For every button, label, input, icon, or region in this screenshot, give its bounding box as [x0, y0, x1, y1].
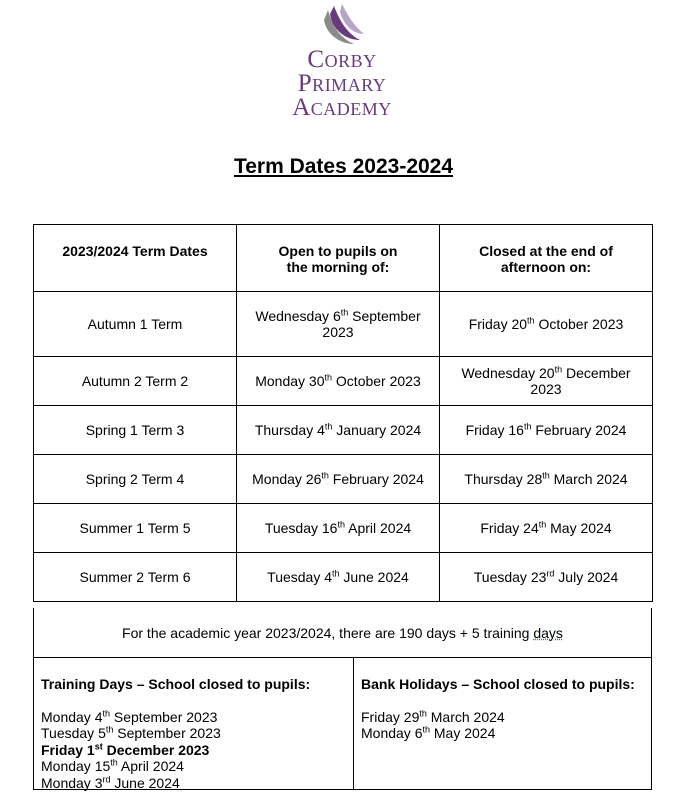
- training-days-list: [41, 709, 353, 792]
- training-day-item: [41, 775, 353, 792]
- close-date-cell: [440, 406, 653, 455]
- open-date-cell: [237, 553, 440, 602]
- training-day-item-date: Tuesday 5th September 2023: [41, 724, 221, 741]
- table-header-row: [34, 225, 653, 292]
- table-row: [34, 357, 653, 406]
- close-date-cell: [440, 455, 653, 504]
- close-date: Tuesday 23rd July 2024: [473, 568, 619, 585]
- bank-holiday-item-date: Monday 6th May 2024: [361, 724, 496, 741]
- open-date: Wednesday 6th September 2023: [255, 307, 421, 340]
- table-row: [34, 292, 653, 357]
- logo-line-1: Corby: [307, 46, 377, 73]
- close-date: Friday 24th May 2024: [480, 519, 612, 536]
- logo-line-2: Primary: [297, 70, 387, 97]
- academy-logo: [268, 4, 416, 126]
- bank-holiday-item: [361, 709, 651, 726]
- term-name-cell: Summer 1 Term 5: [34, 504, 237, 553]
- bank-holidays-title: Bank Holidays – School closed to pupils:: [361, 676, 635, 692]
- training-day-item: [41, 742, 353, 759]
- open-date: Tuesday 16th April 2024: [264, 519, 412, 536]
- open-date-cell: [237, 292, 440, 357]
- open-date-cell: [237, 504, 440, 553]
- open-date: Tuesday 4th June 2024: [267, 568, 409, 585]
- training-day-item: [41, 758, 353, 775]
- table-row: [34, 553, 653, 602]
- open-date: Monday 30th October 2023: [255, 372, 421, 389]
- open-date-cell: [237, 357, 440, 406]
- close-date-cell: [440, 292, 653, 357]
- bank-holiday-item-date: Friday 29th March 2024: [361, 707, 505, 725]
- term-name-cell: Spring 1 Term 3: [34, 406, 237, 455]
- training-day-item: [41, 709, 353, 726]
- table-row: [34, 406, 653, 455]
- close-date: Wednesday 20th December 2023: [461, 364, 631, 397]
- logo-line-3: Academy: [292, 94, 392, 121]
- summary-note: [33, 608, 652, 658]
- open-date: Monday 26th February 2024: [252, 470, 424, 487]
- close-date: Friday 16th February 2024: [465, 421, 627, 438]
- bank-holidays-list: [361, 709, 651, 742]
- open-date-cell: [237, 455, 440, 504]
- term-name-cell: Autumn 2 Term 2: [34, 357, 237, 406]
- training-day-item-date: Monday 15th April 2024: [41, 757, 184, 774]
- open-date: Thursday 4th January 2024: [254, 421, 422, 438]
- training-day-item-date: Monday 4th September 2023: [41, 707, 218, 725]
- training-days-box: [33, 658, 354, 790]
- term-name-cell: Spring 2 Term 4: [34, 455, 237, 504]
- term-name-cell: Summer 2 Term 6: [34, 553, 237, 602]
- term-name-cell: Autumn 1 Term: [34, 292, 237, 357]
- table-row: [34, 455, 653, 504]
- close-date-cell: [440, 504, 653, 553]
- open-date-cell: [237, 406, 440, 455]
- close-date: Friday 20th October 2023: [468, 315, 624, 332]
- training-days-title: Training Days – School closed to pupils:: [41, 676, 311, 692]
- academy-emblem-icon: [318, 4, 366, 48]
- term-dates-table: [33, 224, 653, 602]
- close-date: Thursday 28th March 2024: [464, 470, 628, 487]
- training-day-item: [41, 725, 353, 742]
- close-date-cell: [440, 357, 653, 406]
- summary-underlined-word: days: [533, 624, 563, 641]
- header-term: 2023/2024 Term Dates: [34, 225, 237, 292]
- header-close: Closed at the end of afternoon on:: [440, 225, 653, 292]
- summary-text: For the academic year 2023/2024, there are 190 days + 5 training: [122, 624, 534, 641]
- table-row: [34, 504, 653, 553]
- page-title: Term Dates 2023-2024: [233, 155, 454, 178]
- training-day-item-date: Monday 3rd June 2024: [41, 773, 180, 791]
- bank-holiday-item: [361, 725, 651, 742]
- header-open: Open to pupils on the morning of:: [237, 225, 440, 292]
- training-day-item-date: Friday 1st December 2023: [41, 740, 210, 758]
- bank-holidays-box: [353, 658, 652, 790]
- close-date-cell: [440, 553, 653, 602]
